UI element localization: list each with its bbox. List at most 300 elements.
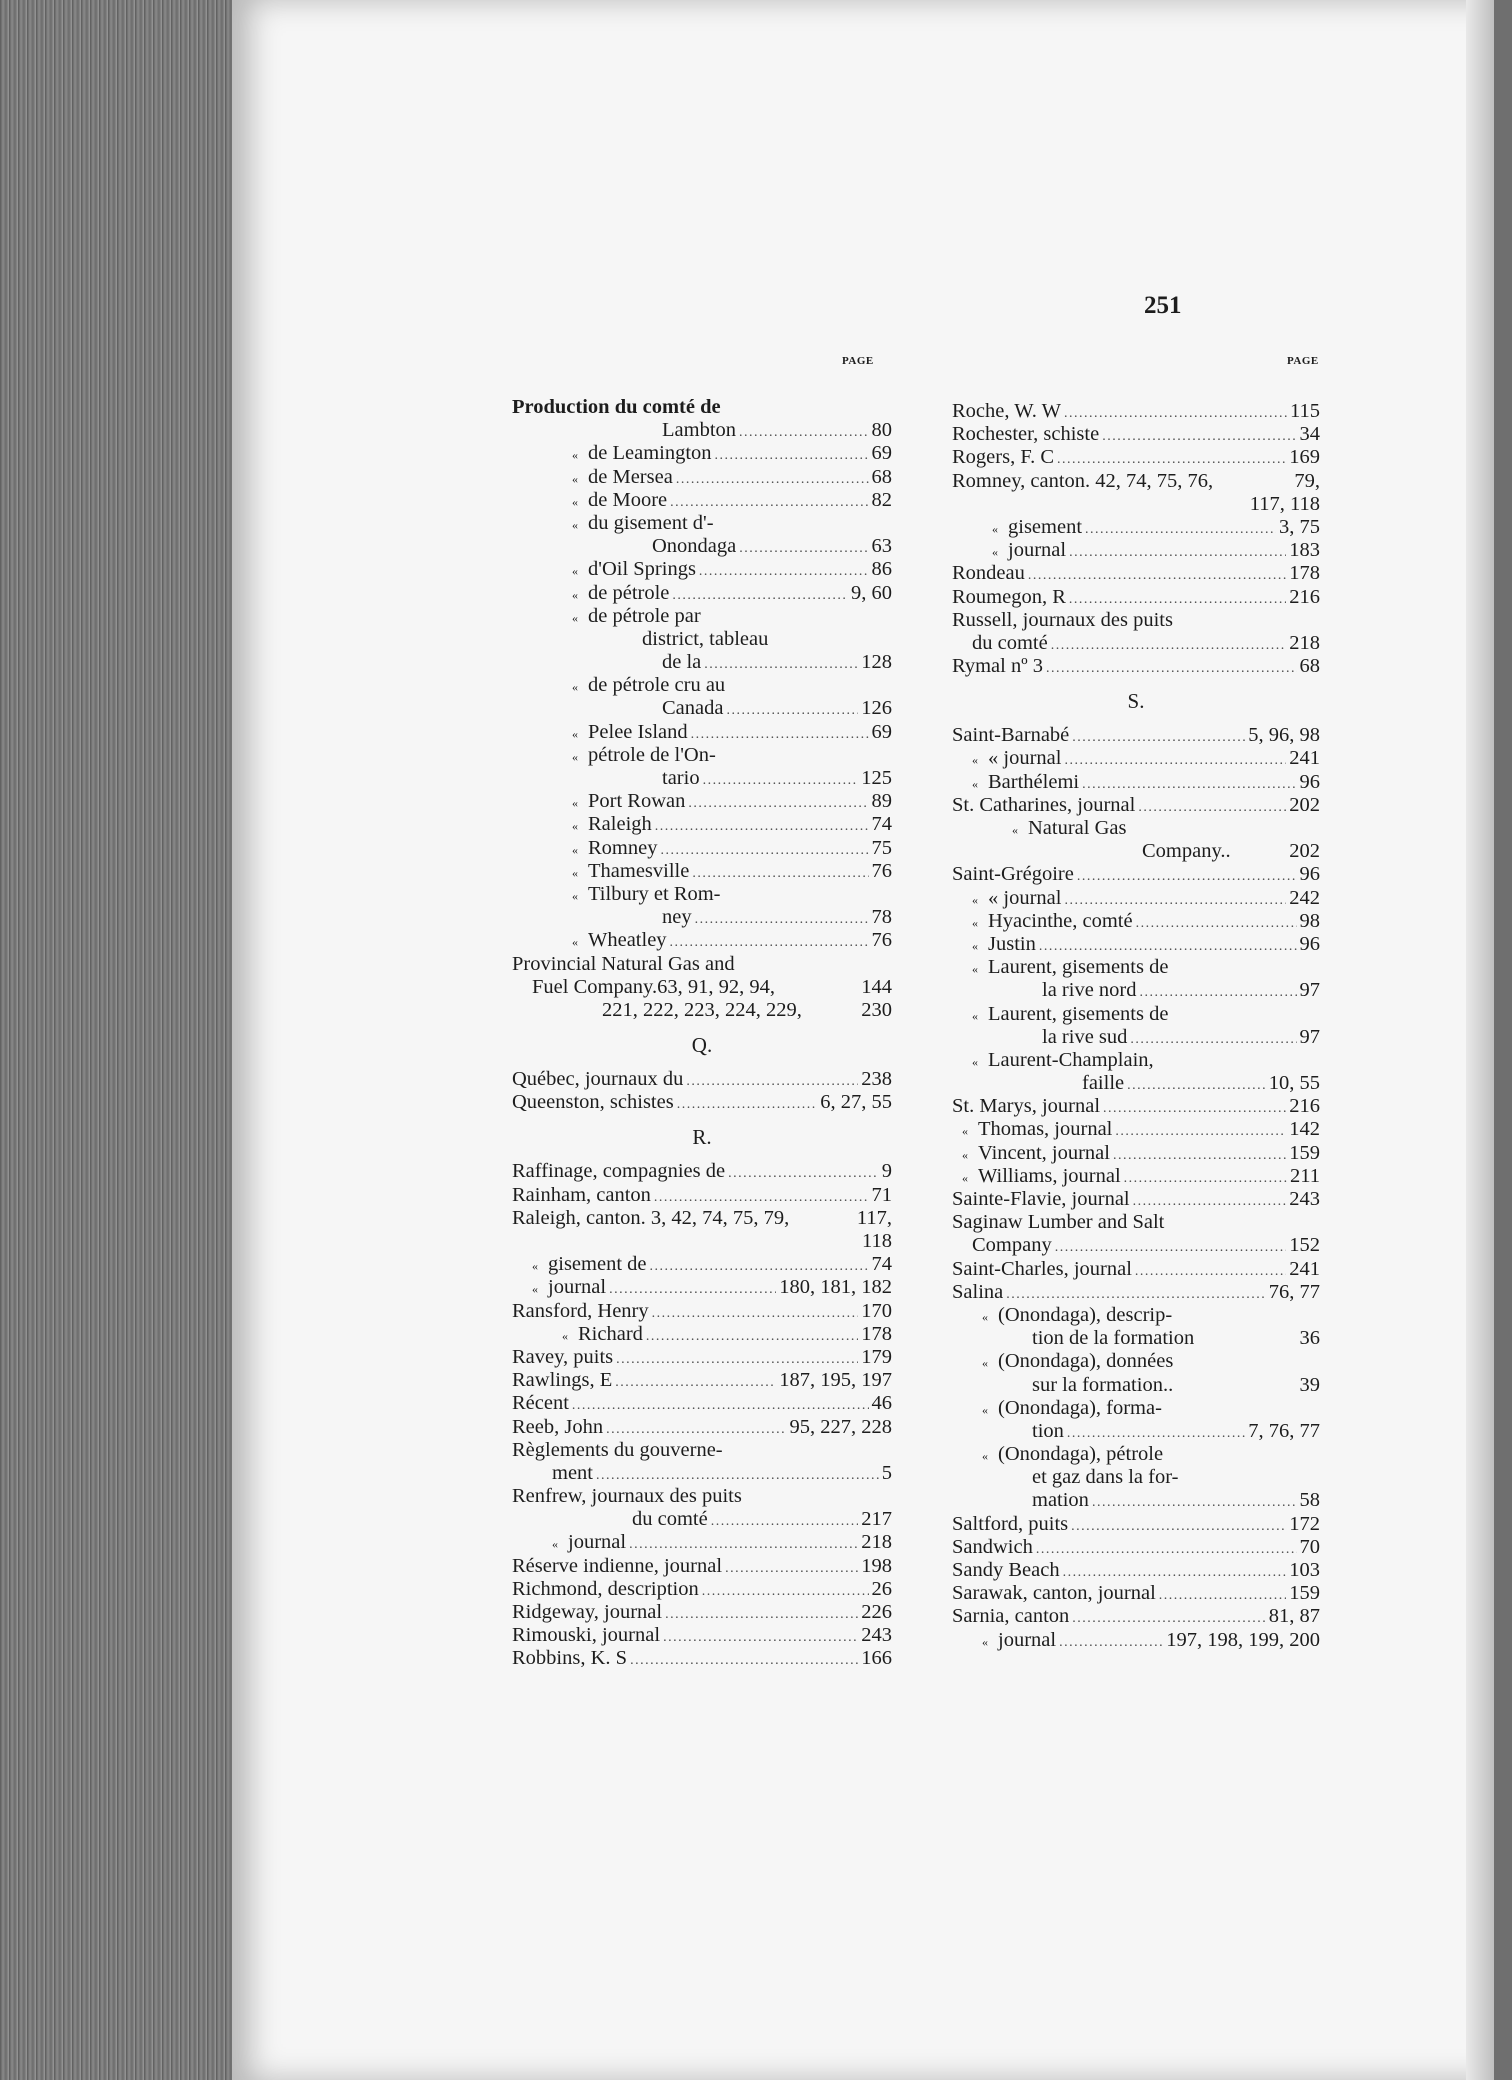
ditto-mark: « <box>972 892 978 907</box>
ditto-mark: « <box>572 471 578 486</box>
dot-leader <box>1051 632 1287 657</box>
ditto-mark: « <box>972 915 978 930</box>
dot-leader <box>1135 1258 1286 1283</box>
page-reference: 166 <box>861 1647 892 1670</box>
index-entry <box>952 400 1320 423</box>
entry-text: Justin <box>988 932 1036 955</box>
dot-leader <box>728 1160 879 1185</box>
entry-text: de pétrole par <box>588 604 701 627</box>
index-entry <box>952 1605 1320 1628</box>
entry-text: Natural Gas <box>1028 817 1127 839</box>
entry-text: Canada <box>662 697 724 720</box>
page-reference: 103 <box>1289 1559 1320 1581</box>
dot-leader <box>1136 910 1297 935</box>
page-reference: 95, 227, 228 <box>789 1415 892 1438</box>
index-entry <box>952 1513 1320 1536</box>
entry-text: Tilbury et Rom- <box>588 882 721 905</box>
page-reference: 238 <box>861 1068 892 1091</box>
dot-leader <box>695 906 869 931</box>
index-entry <box>512 1624 892 1647</box>
index-entry <box>952 863 1320 886</box>
page-reference: 68 <box>1299 655 1320 678</box>
index-entry <box>952 632 1320 655</box>
entry-text: tion de la formation <box>1032 1327 1195 1350</box>
index-entry <box>512 1346 892 1369</box>
index-entry <box>952 817 1320 840</box>
entry-text: 221, 222, 223, 224, 229, <box>602 998 802 1021</box>
entry-text: Sarawak, canton, journal <box>952 1582 1156 1605</box>
dot-leader <box>1055 1234 1287 1259</box>
index-entry <box>952 1489 1320 1512</box>
page-reference: 5, 96, 98 <box>1248 724 1320 747</box>
entry-text: (Onondaga), descrip- <box>998 1303 1173 1326</box>
dot-leader <box>739 535 868 560</box>
page-reference: 82 <box>871 488 892 511</box>
index-entry <box>512 1207 892 1230</box>
index-entry <box>512 1300 892 1323</box>
ditto-mark: « <box>972 776 978 791</box>
page-reference: 86 <box>871 558 892 581</box>
page-reference: 9 <box>881 1160 892 1183</box>
page-reference: 202 <box>1289 840 1320 863</box>
entry-text: (Onondaga), forma- <box>998 1396 1162 1419</box>
ditto-mark: « <box>982 1309 988 1324</box>
index-entry <box>512 1508 892 1531</box>
dot-leader <box>699 558 869 583</box>
entry-text: de la <box>662 651 702 674</box>
index-entry <box>512 1160 892 1183</box>
index-entry <box>512 744 892 767</box>
index-entry <box>512 1253 892 1276</box>
entry-text: Ransford, Henry <box>512 1299 649 1322</box>
entry-text: faille <box>1082 1072 1125 1095</box>
entry-text: Laurent-Champlain, <box>988 1048 1154 1071</box>
dot-leader <box>1067 1420 1245 1445</box>
dot-leader <box>652 1300 859 1325</box>
dot-leader <box>692 860 868 885</box>
page-reference: 10, 55 <box>1268 1072 1320 1095</box>
entry-text: Rogers, F. C <box>952 446 1055 469</box>
index-entry <box>952 1629 1320 1652</box>
entry-text: journal <box>1008 539 1067 562</box>
index-entry <box>952 1072 1320 1095</box>
dot-leader <box>1102 423 1296 448</box>
ditto-mark: « <box>572 819 578 834</box>
page-reference: 79, <box>1294 469 1320 492</box>
index-entry <box>512 1091 892 1114</box>
index-entry <box>512 489 892 512</box>
ditto-mark: « <box>982 1356 988 1371</box>
dot-leader <box>663 1624 858 1649</box>
entry-text: Port Rowan <box>588 790 686 813</box>
entry-text: district, tableau <box>642 627 769 650</box>
index-entry <box>512 1416 892 1439</box>
page-reference: 117, 118 <box>1249 492 1320 515</box>
page-reference: 142 <box>1289 1118 1320 1141</box>
entry-text: Sarnia, canton <box>952 1605 1070 1628</box>
index-entry <box>512 1485 892 1508</box>
index-entry <box>952 1095 1320 1118</box>
index-entry <box>512 697 892 720</box>
entry-text: journal <box>548 1276 607 1299</box>
entry-text: mation <box>1032 1489 1089 1512</box>
index-entry <box>512 790 892 813</box>
ditto-mark: « <box>972 938 978 953</box>
entry-text: Queenston, schistes <box>512 1091 674 1114</box>
dot-leader <box>1072 1605 1265 1630</box>
entry-text: St. Catharines, journal <box>952 793 1136 816</box>
page-reference: 7, 76, 77 <box>1248 1419 1320 1442</box>
entry-text: Rondeau <box>952 562 1025 585</box>
entry-text: « journal <box>988 747 1062 770</box>
index-entry <box>952 470 1320 493</box>
dot-leader <box>1069 586 1286 611</box>
entry-text: gisement <box>1008 515 1083 538</box>
ditto-mark: « <box>572 517 578 532</box>
ditto-mark: « <box>992 521 998 536</box>
dot-leader <box>1064 400 1287 425</box>
dot-leader <box>1006 1281 1266 1306</box>
index-entry <box>952 840 1320 863</box>
dot-leader <box>670 489 868 514</box>
ditto-mark: « <box>972 962 978 977</box>
dot-leader <box>1069 539 1286 564</box>
dot-leader <box>672 582 848 607</box>
entry-text: Rimouski, journal <box>512 1624 661 1647</box>
entry-text: (Onondaga), données <box>998 1350 1174 1373</box>
entry-text: Roumegon, R <box>952 585 1066 608</box>
ditto-mark: « <box>572 935 578 950</box>
ditto-mark: « <box>572 842 578 857</box>
ditto-mark: « <box>572 680 578 695</box>
dot-leader <box>726 697 858 722</box>
dot-leader <box>616 1346 858 1371</box>
entry-text: et gaz dans la for- <box>1032 1466 1179 1489</box>
page-reference: 180, 181, 182 <box>779 1276 892 1299</box>
dot-leader <box>1064 887 1286 912</box>
page-reference: 241 <box>1289 1257 1320 1280</box>
page-reference: 69 <box>871 720 892 743</box>
page-reference: 218 <box>1289 631 1320 654</box>
index-entry <box>512 1068 892 1091</box>
ditto-mark: « <box>572 865 578 880</box>
index-entry <box>952 1466 1320 1489</box>
index-entry <box>512 1647 892 1670</box>
page-reference: 115 <box>1290 400 1320 422</box>
entry-text: Company.. <box>1142 840 1231 863</box>
entry-text: du gisement d'- <box>588 511 714 534</box>
dot-leader <box>596 1462 879 1487</box>
index-entry <box>952 609 1320 632</box>
page-reference: 198 <box>861 1554 892 1577</box>
index-entry <box>512 605 892 628</box>
dot-leader <box>660 837 868 862</box>
page-reference: 34 <box>1299 423 1320 446</box>
entry-text: Saint-Charles, journal <box>952 1257 1132 1280</box>
entry-text: de Moore <box>588 488 668 511</box>
index-entry <box>952 724 1320 747</box>
entry-text: Saint-Barnabé <box>952 724 1070 747</box>
page-reference: 216 <box>1289 585 1320 608</box>
ditto-mark: « <box>532 1259 538 1274</box>
index-entry <box>952 493 1320 516</box>
entry-text: Raffinage, compagnies de <box>512 1160 726 1183</box>
page-reference: 97 <box>1299 979 1320 1002</box>
index-entry <box>512 396 892 419</box>
index-entry <box>512 558 892 581</box>
entry-text: Romney <box>588 836 658 859</box>
index-entry <box>512 419 892 442</box>
page-reference: 96 <box>1299 770 1320 793</box>
dot-leader <box>711 1508 859 1533</box>
index-entry <box>952 539 1320 562</box>
index-entry <box>512 929 892 952</box>
entry-text: la rive nord <box>1042 979 1137 1002</box>
page-reference: 218 <box>861 1531 892 1554</box>
entry-text: journal <box>568 1531 627 1554</box>
index-entry <box>952 1304 1320 1327</box>
index-entry <box>952 1443 1320 1466</box>
index-entry <box>512 1276 892 1299</box>
dot-leader <box>655 813 869 838</box>
page-reference: 118 <box>862 1230 892 1252</box>
index-entry <box>952 1142 1320 1165</box>
index-entry <box>952 1536 1320 1559</box>
entry-text: Ravey, puits <box>512 1345 614 1368</box>
index-entry <box>952 887 1320 910</box>
page-reference: 75 <box>871 836 892 859</box>
index-entry <box>952 516 1320 539</box>
index-entry <box>512 721 892 744</box>
dot-leader <box>1103 1095 1286 1120</box>
left-index-column <box>512 396 892 1671</box>
dot-leader <box>1127 1072 1266 1097</box>
dot-leader <box>1028 562 1286 587</box>
dot-leader <box>1113 1142 1286 1167</box>
ditto-mark: « <box>572 610 578 625</box>
page-reference: 96 <box>1299 863 1320 886</box>
page-reference: 172 <box>1289 1512 1320 1535</box>
index-entry <box>952 1165 1320 1188</box>
index-entry <box>512 1323 892 1346</box>
index-entry <box>512 628 892 651</box>
entry-text: Roche, W. W <box>952 400 1061 422</box>
page-reference: 216 <box>1289 1095 1320 1118</box>
page-reference: 169 <box>1289 446 1320 469</box>
entry-text: St. Marys, journal <box>952 1095 1101 1118</box>
page-reference: 89 <box>871 790 892 813</box>
index-entry <box>952 933 1320 956</box>
index-entry <box>512 813 892 836</box>
entry-text: Rymal nº 3 <box>952 655 1043 678</box>
dot-leader <box>688 790 868 815</box>
page-reference: 125 <box>861 767 892 789</box>
entry-text: Rainham, canton <box>512 1183 651 1206</box>
entry-text: ney <box>662 906 692 929</box>
ditto-mark: « <box>982 1402 988 1417</box>
entry-text: Wheatley <box>588 929 667 952</box>
dot-leader <box>670 929 869 954</box>
index-entry <box>512 1439 892 1462</box>
page-reference: 74 <box>871 813 892 836</box>
page-reference: 3, 75 <box>1279 515 1320 538</box>
entry-text: Production du comté de <box>512 396 721 418</box>
dot-leader <box>1071 1513 1286 1538</box>
page-reference: 187, 195, 197 <box>779 1369 892 1392</box>
dot-leader <box>1077 863 1297 888</box>
dot-leader <box>1063 1559 1287 1584</box>
entry-text: Reeb, John <box>512 1415 604 1438</box>
entry-text: Saginaw Lumber and Salt <box>952 1211 1165 1234</box>
index-entry <box>512 1230 892 1253</box>
page-reference: 241 <box>1289 747 1320 770</box>
entry-text: Lambton <box>662 419 737 442</box>
entry-text: Salina <box>952 1280 1004 1303</box>
ditto-mark: « <box>572 564 578 579</box>
index-entry <box>952 1420 1320 1443</box>
entry-text: (Onondaga), pétrole <box>998 1443 1164 1466</box>
ditto-mark: « <box>562 1328 568 1343</box>
dot-leader <box>654 1184 869 1209</box>
index-entry <box>512 674 892 697</box>
ditto-mark: « <box>972 1008 978 1023</box>
entry-text: Renfrew, journaux des puits <box>512 1485 742 1508</box>
index-entry <box>512 1184 892 1207</box>
page-reference: 76 <box>871 859 892 882</box>
entry-text: Richmond, description <box>512 1577 699 1600</box>
dot-leader <box>686 1068 858 1093</box>
dot-leader <box>1046 655 1297 680</box>
page-reference: 243 <box>1289 1188 1320 1210</box>
page-reference: 230 <box>861 998 892 1021</box>
index-entry <box>952 1049 1320 1072</box>
entry-text: d'Oil Springs <box>588 558 696 581</box>
entry-text: Sainte-Flavie, journal <box>952 1188 1130 1210</box>
index-page <box>232 0 1494 2080</box>
entry-text: Thamesville <box>588 859 690 882</box>
page-reference: 63 <box>871 535 892 558</box>
page-reference: 211 <box>1290 1164 1320 1187</box>
entry-text: de pétrole cru au <box>588 674 726 697</box>
index-entry <box>512 442 892 465</box>
index-entry <box>952 910 1320 933</box>
page-reference: 6, 27, 55 <box>820 1091 892 1114</box>
page-reference: 243 <box>861 1624 892 1647</box>
entry-text: Rochester, schiste <box>952 423 1100 446</box>
index-entry <box>952 1327 1320 1350</box>
page-reference: 78 <box>871 906 892 929</box>
ditto-mark: « <box>572 448 578 463</box>
entry-text: Ridgeway, journal <box>512 1601 663 1623</box>
dot-leader <box>677 1091 818 1116</box>
index-entry <box>512 582 892 605</box>
page-reference: 5 <box>881 1461 892 1484</box>
ditto-mark: « <box>962 1147 968 1162</box>
index-entry <box>512 651 892 674</box>
entry-text: Récent <box>512 1392 569 1415</box>
entry-text: Williams, journal <box>978 1164 1121 1187</box>
entry-text: Vincent, journal <box>978 1141 1110 1164</box>
index-entry <box>952 1188 1320 1211</box>
dot-leader <box>1115 1118 1286 1143</box>
page-reference: 96 <box>1299 932 1320 955</box>
entry-text: Réserve indienne, journal <box>512 1554 723 1577</box>
index-entry <box>512 1555 892 1578</box>
entry-text: Provincial Natural Gas and <box>512 952 735 975</box>
dot-leader <box>650 1253 869 1278</box>
page-reference: 39 <box>1299 1373 1320 1396</box>
index-entry <box>952 1258 1320 1281</box>
index-entry <box>952 562 1320 585</box>
index-entry <box>952 1397 1320 1420</box>
entry-text: de Mersea <box>588 465 673 488</box>
dot-leader <box>1092 1489 1297 1514</box>
ditto-mark: « <box>1012 823 1018 837</box>
entry-text: Barthélemi <box>988 770 1080 793</box>
dot-leader <box>1082 771 1296 796</box>
dot-leader <box>1138 794 1286 819</box>
page-reference: 9, 60 <box>851 581 892 604</box>
page-reference: 58 <box>1299 1489 1320 1512</box>
index-entry <box>952 423 1320 446</box>
ditto-mark: « <box>972 1054 978 1069</box>
dot-leader <box>646 1323 858 1348</box>
index-entry <box>952 1559 1320 1582</box>
index-entry <box>512 1392 892 1415</box>
index-entry <box>512 953 892 976</box>
dot-leader <box>676 466 869 491</box>
page-reference: 69 <box>871 442 892 465</box>
entry-text: tario <box>662 767 700 789</box>
index-entry <box>512 535 892 558</box>
index-entry <box>952 1003 1320 1026</box>
index-entry <box>952 586 1320 609</box>
index-entry <box>952 1026 1320 1049</box>
section-letter: R. <box>692 1125 712 1150</box>
index-entry <box>952 446 1320 469</box>
entry-text: journal <box>998 1628 1057 1651</box>
page-reference: 202 <box>1289 793 1320 816</box>
entry-text: Sandy Beach <box>952 1559 1060 1581</box>
dot-leader <box>609 1276 776 1301</box>
page-reference: 126 <box>861 697 892 720</box>
page-reference: 183 <box>1289 539 1320 562</box>
dot-leader <box>739 419 868 444</box>
page-reference: 36 <box>1299 1327 1320 1350</box>
ditto-mark: « <box>972 753 978 768</box>
page-reference: 179 <box>861 1345 892 1368</box>
index-entry <box>512 976 892 999</box>
page-reference: 159 <box>1289 1582 1320 1605</box>
dot-leader <box>1130 1026 1296 1051</box>
dot-leader <box>572 1392 869 1417</box>
dot-leader <box>1140 979 1297 1004</box>
section-letter: Q. <box>691 1033 713 1058</box>
dot-leader <box>702 1578 869 1603</box>
entry-text: Raleigh, canton. 3, 42, 74, 75, 79, <box>512 1206 790 1229</box>
entry-text: Québec, journaux du <box>512 1068 684 1091</box>
index-entry <box>952 655 1320 678</box>
ditto-mark: « <box>982 1634 988 1649</box>
page-reference: 159 <box>1289 1141 1320 1164</box>
page-reference: 76, 77 <box>1268 1280 1320 1303</box>
book-page-edges <box>0 0 250 2080</box>
entry-text: Laurent, gisements de <box>988 956 1169 979</box>
ditto-mark: « <box>572 749 578 764</box>
page-reference: 46 <box>871 1392 892 1415</box>
index-entry <box>952 1234 1320 1257</box>
entry-text: pétrole de l'On- <box>588 743 716 766</box>
